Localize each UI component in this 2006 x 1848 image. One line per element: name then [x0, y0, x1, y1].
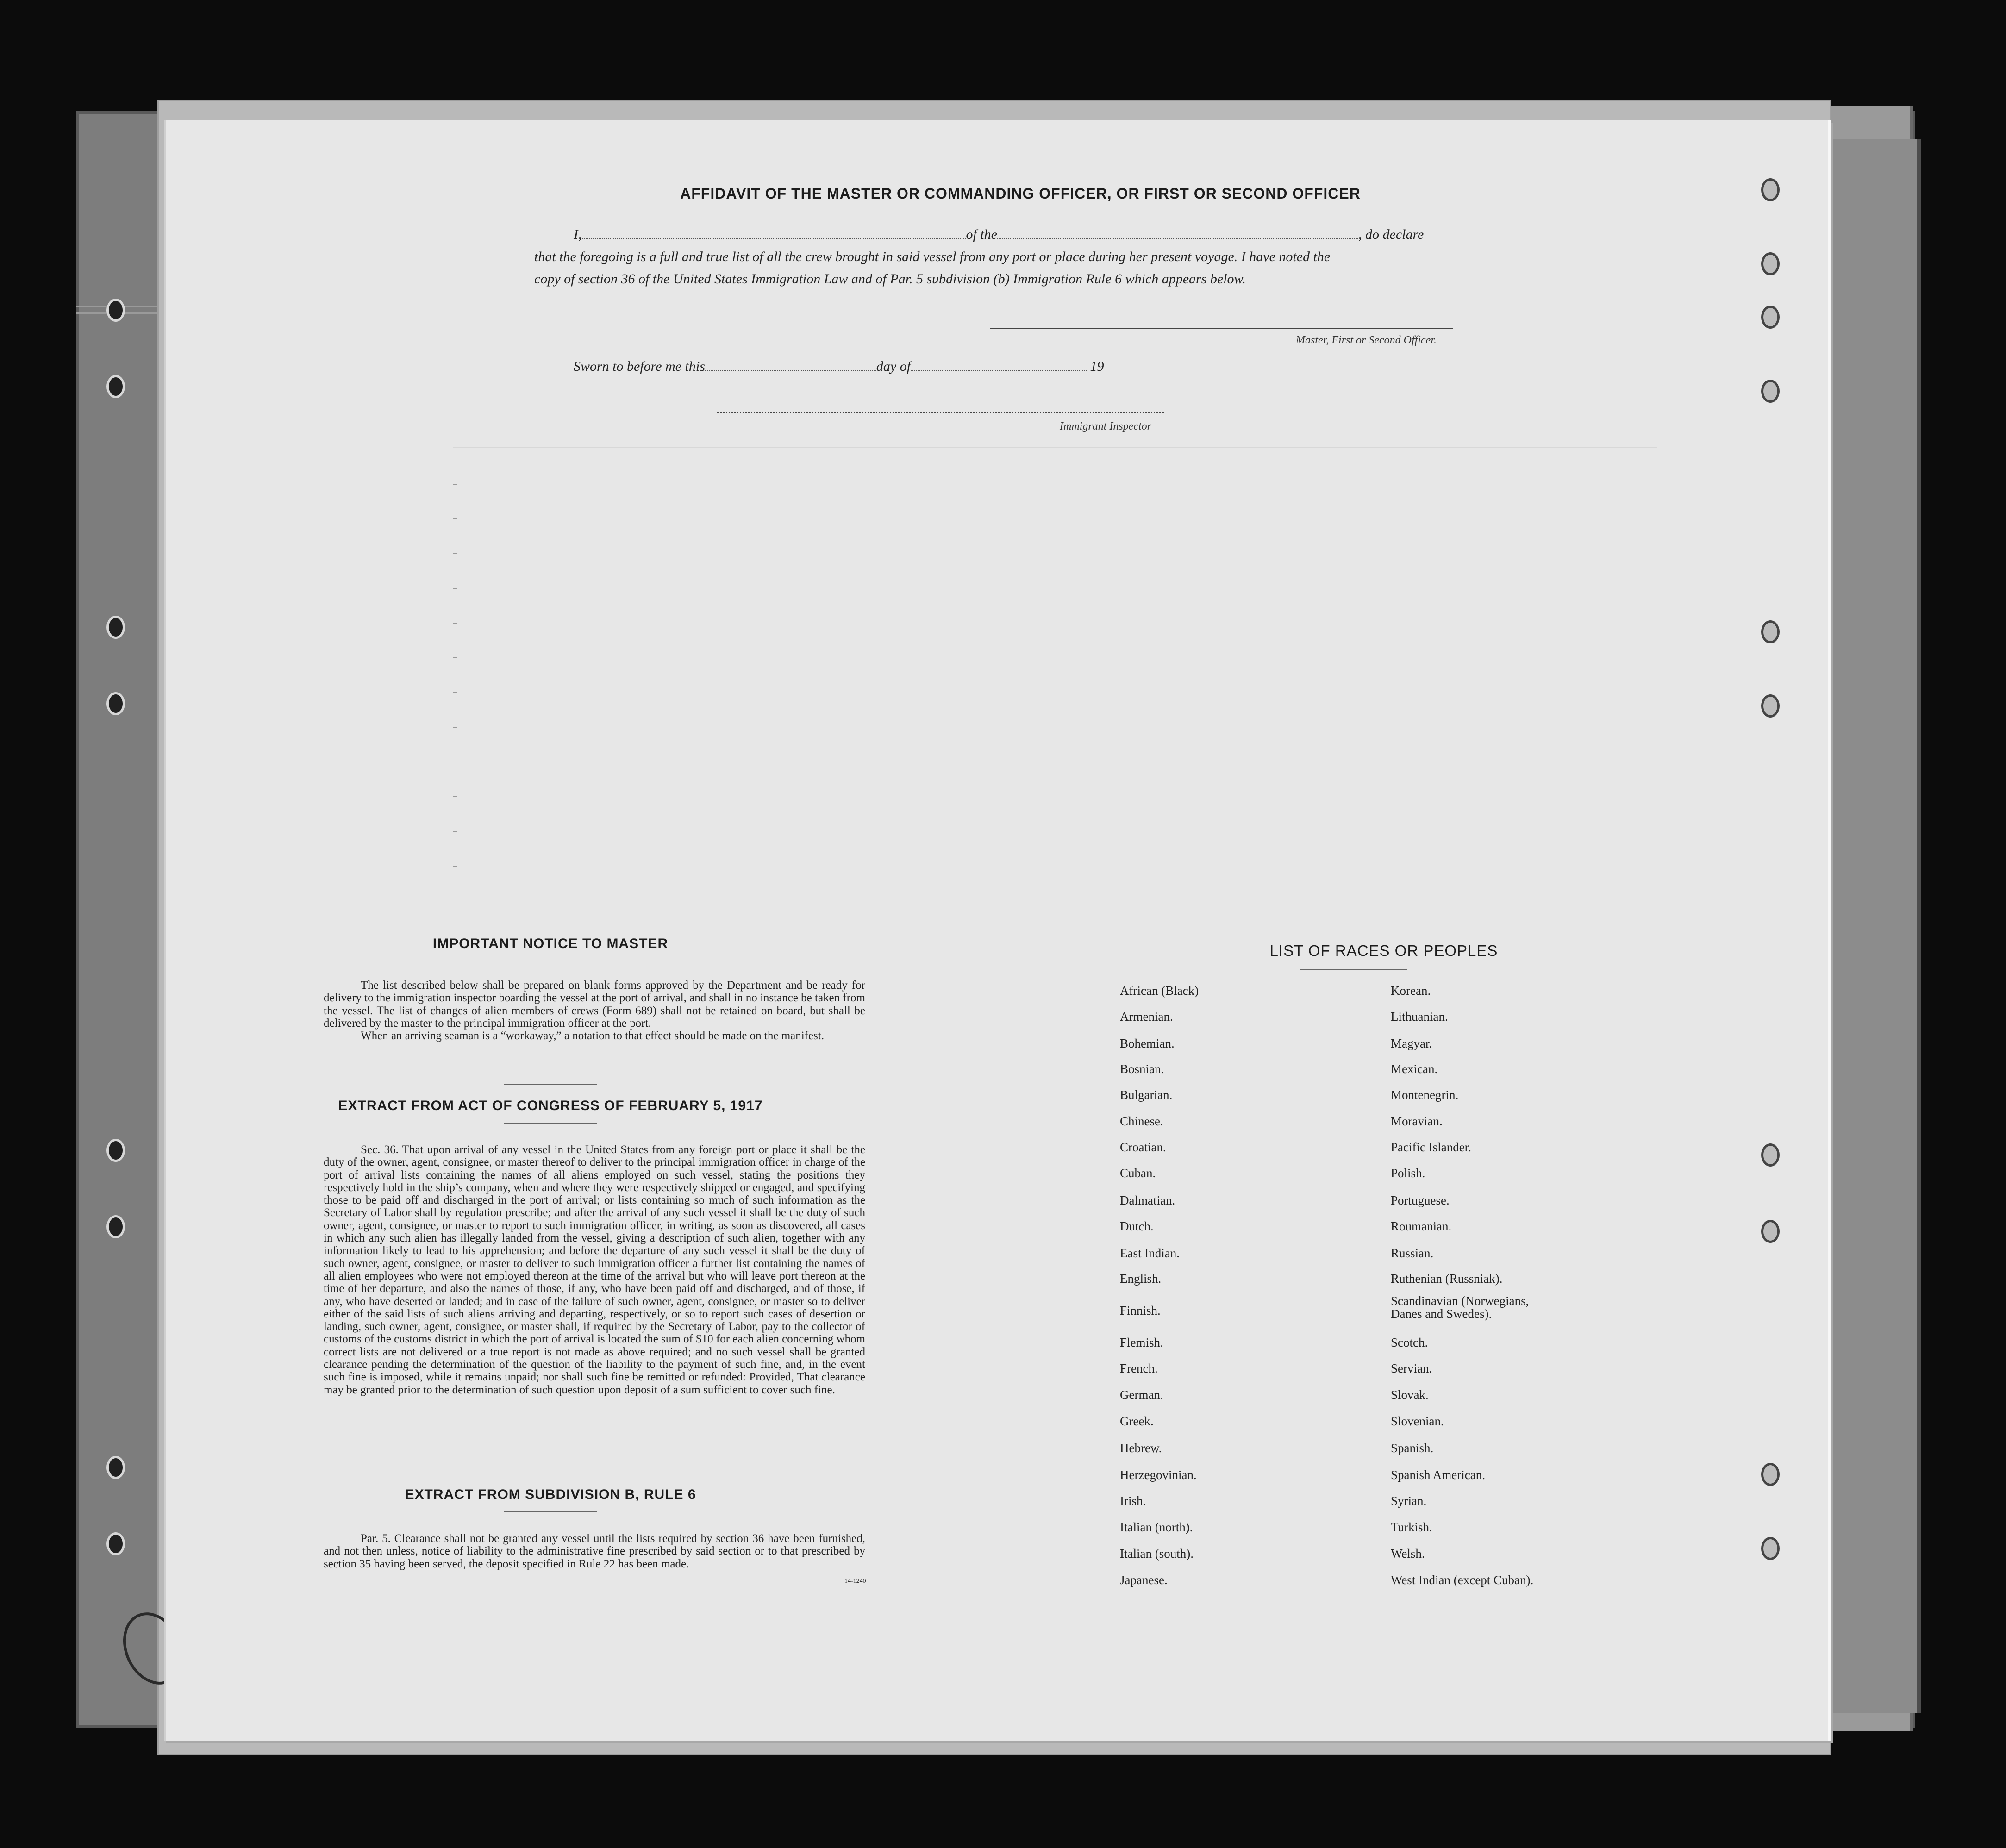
race-item: Spanish.	[1391, 1441, 1434, 1455]
race-item: East Indian.	[1120, 1246, 1180, 1260]
binder-hole-icon	[1761, 1220, 1780, 1243]
race-item: Hebrew.	[1120, 1441, 1162, 1455]
race-item: Roumanian.	[1391, 1219, 1452, 1233]
affidavit-line-3: copy of section 36 of the United States Immigration Law and of Par. 5 subdivision (b) Immigration Rule 6 which appears below.	[534, 271, 1246, 287]
race-item: Pacific Islander.	[1391, 1140, 1471, 1154]
race-item: Korean.	[1391, 984, 1431, 998]
master-signature-label: Master, First or Second Officer.	[1296, 334, 1437, 346]
race-item: Russian.	[1391, 1246, 1434, 1260]
race-item: Japanese.	[1120, 1573, 1168, 1587]
race-item: Slovak.	[1391, 1388, 1429, 1402]
par-5-text: Par. 5. Clearance shall not be granted any vessel until the lists required by section 36 have been furnished, and not then unless, notice of liability to the administrative fine prescribed by said section or to that prescribed by section 35 having been served, the deposit specified in Rule 22 has been made.	[324, 1532, 865, 1570]
binder-hole-icon	[1761, 252, 1780, 275]
race-item: African (Black)	[1120, 984, 1199, 998]
race-item: Flemish.	[1120, 1336, 1163, 1349]
notice-paragraph-1: The list described below shall be prepared on blank forms approved by the Department and be ready for delivery to the immigration inspector boarding the vessel at the port of arrival, and shall in no instance be taken from the vessel. The list of changes of alien members of crews (Form 689) shall not be retained on board, but shall be delivered by the master to the principal immigration officer at the port.	[324, 979, 865, 1030]
extract-rule-body	[324, 1532, 865, 1570]
race-item: Chinese.	[1120, 1114, 1163, 1128]
race-item: Syrian.	[1391, 1494, 1427, 1508]
race-item: English.	[1120, 1272, 1162, 1286]
race-item: Servian.	[1391, 1361, 1432, 1375]
race-item: Polish.	[1391, 1166, 1425, 1180]
race-item: Montenegrin.	[1391, 1088, 1459, 1102]
binder-hole-icon	[1761, 306, 1780, 329]
notice-body	[324, 979, 865, 1042]
notice-title: IMPORTANT NOTICE TO MASTER	[432, 936, 669, 951]
race-item: Portuguese.	[1391, 1193, 1450, 1207]
race-item: Dalmatian.	[1120, 1193, 1175, 1207]
sworn-day-label: day of	[876, 359, 911, 374]
race-item: Bosnian.	[1120, 1062, 1164, 1076]
binder-hole-icon	[106, 299, 125, 322]
race-item: West Indian (except Cuban).	[1391, 1573, 1534, 1587]
race-item: Magyar.	[1391, 1036, 1432, 1050]
race-item: Bohemian.	[1120, 1036, 1175, 1050]
affidavit-i-label: I,	[574, 227, 582, 242]
race-item: Dutch.	[1120, 1219, 1154, 1233]
affidavit-line-2: that the foregoing is a full and true list of all the crew brought in said vessel from any port or place during her present voyage. I have noted the	[534, 249, 1331, 264]
race-item: Scotch.	[1391, 1336, 1428, 1349]
notice-paragraph-2: When an arriving seaman is a “workaway,” a notation to that effect should be made on the manifest.	[361, 1030, 825, 1043]
binder-hole-icon	[106, 1139, 125, 1162]
race-item: Scandinavian (Norwegians, Danes and Swedes).	[1391, 1294, 1529, 1321]
race-item: Armenian.	[1120, 1010, 1173, 1024]
race-item: Mexican.	[1391, 1062, 1438, 1076]
extract-act-title: EXTRACT FROM ACT OF CONGRESS OF FEBRUARY 5, 1917	[338, 1098, 763, 1113]
section-divider	[1300, 969, 1407, 970]
race-item: Irish.	[1120, 1494, 1146, 1508]
extract-act-body	[324, 1143, 865, 1396]
binder-hole-icon	[106, 616, 125, 639]
sworn-line	[574, 359, 1104, 375]
section-divider	[504, 1084, 597, 1085]
binder-hole-icon	[106, 1215, 125, 1238]
race-item: French.	[1120, 1361, 1158, 1375]
section-divider	[504, 1511, 597, 1512]
affidavit-declare-label: , do declare	[1358, 227, 1424, 242]
race-item: Lithuanian.	[1391, 1010, 1448, 1024]
vessel-blank	[997, 238, 1358, 239]
binder-hole-icon	[106, 375, 125, 398]
binder-hole-icon	[106, 1456, 125, 1479]
race-item: Finnish.	[1120, 1304, 1161, 1317]
binder-hole-icon	[1761, 620, 1780, 643]
races-title: LIST OF RACES OR PEOPLES	[1269, 942, 1498, 959]
race-item: Greek.	[1120, 1414, 1154, 1428]
form-code: 14-1240	[844, 1578, 866, 1585]
race-item: Italian (south).	[1120, 1547, 1194, 1561]
affidavit-title: AFFIDAVIT OF THE MASTER OR COMMANDING OFFICER, OR FIRST OR SECOND OFFICER	[680, 185, 1361, 202]
section-36-text: Sec. 36. That upon arrival of any vessel in the United States from any foreign port or place it shall be the duty of the owner, agent, consignee, or master thereof to deliver to the principal immigration officer in charge of the port of arrival lists containing the names of all aliens employed on such vessel, stating the positions they respectively hold in the ship’s company, when and where they were respectively shipped or engaged, and specifying those to be paid off and discharged in the port of arrival; or lists containing so much of such information as the Secretary of Labor shall by regulation prescribe; and after the arrival of any such vessel it shall be the duty of such owner, agent, consignee, or master to report to such immigration officer, in writing, as soon as discovered, all cases in which any such alien has illegally landed from the vessel, giving a description of such alien, together with any information likely to lead to his apprehension; and before the departure of any such vessel it shall be the duty of such owner, agent, consignee, or master to deliver to such immigration officer a further list containing the names of all alien employees who were not employed thereon at the time of the arrival but who will leave port thereon at the time of her departure, and also the names of those, if any, who have been paid off and discharged, and of those, if any, who have deserted or landed; and in case of the failure of such owner, agent, consignee, or master so to deliver either of the said lists of such aliens arriving and departing, respectively, or so to report such cases of desertion or landing, such owner, agent, consignee, or master shall, if required by the Secretary of Labor, pay to the collector of customs of the customs district in which the port of arrival is located the sum of $10 for each alien concerning whom correct lists are not delivered or a true report is not made as above required; and no such vessel shall be granted clearance pending the determination of the question of the liability to the payment of such fine, and, in the event such fine is imposed, while it remains unpaid; nor shall such fine be remitted or refunded: Provided, That clearance may be granted prior to the determination of such question upon deposit of a sum sufficient to cover such fine.	[324, 1143, 865, 1396]
race-item: Moravian.	[1391, 1114, 1443, 1128]
sworn-prefix: Sworn to before me this	[574, 359, 705, 374]
sworn-day-blank	[705, 370, 876, 371]
extract-rule-title: EXTRACT FROM SUBDIVISION B, RULE 6	[405, 1487, 696, 1502]
race-item: Slovenian.	[1391, 1414, 1444, 1428]
section-divider	[504, 1123, 597, 1124]
binder-hole-icon	[1761, 1537, 1780, 1560]
name-blank	[582, 238, 966, 239]
binder-hole-icon	[1761, 178, 1780, 201]
race-item: Turkish.	[1391, 1520, 1432, 1534]
master-signature-line	[990, 328, 1453, 329]
binder-hole-icon	[106, 692, 125, 715]
binder-hole-icon	[106, 1532, 125, 1555]
race-item: Italian (north).	[1120, 1520, 1193, 1534]
affidavit-line-1	[574, 227, 1424, 243]
binder-hole-icon	[1761, 380, 1780, 403]
affidavit-of-the-label: of the	[966, 227, 997, 242]
race-item: German.	[1120, 1388, 1163, 1402]
race-item: Croatian.	[1120, 1140, 1166, 1154]
race-item: Herzegovinian.	[1120, 1468, 1197, 1482]
binder-hole-icon	[1761, 1463, 1780, 1486]
document-page	[164, 120, 1831, 1741]
binder-hole-icon	[1761, 1143, 1780, 1167]
binder-hole-icon	[1761, 694, 1780, 718]
race-item: Bulgarian.	[1120, 1088, 1173, 1102]
race-item: Cuban.	[1120, 1166, 1156, 1180]
sworn-year-label: 19	[1090, 359, 1104, 374]
race-item: Spanish American.	[1391, 1468, 1485, 1482]
inspector-signature-label: Immigrant Inspector	[1060, 420, 1151, 432]
ledger-right-edge-back	[1819, 139, 1921, 1713]
sworn-month-blank	[911, 370, 1087, 371]
inspector-signature-line	[717, 412, 1164, 413]
race-item: Ruthenian (Russniak).	[1391, 1272, 1503, 1286]
race-item: Welsh.	[1391, 1547, 1425, 1561]
